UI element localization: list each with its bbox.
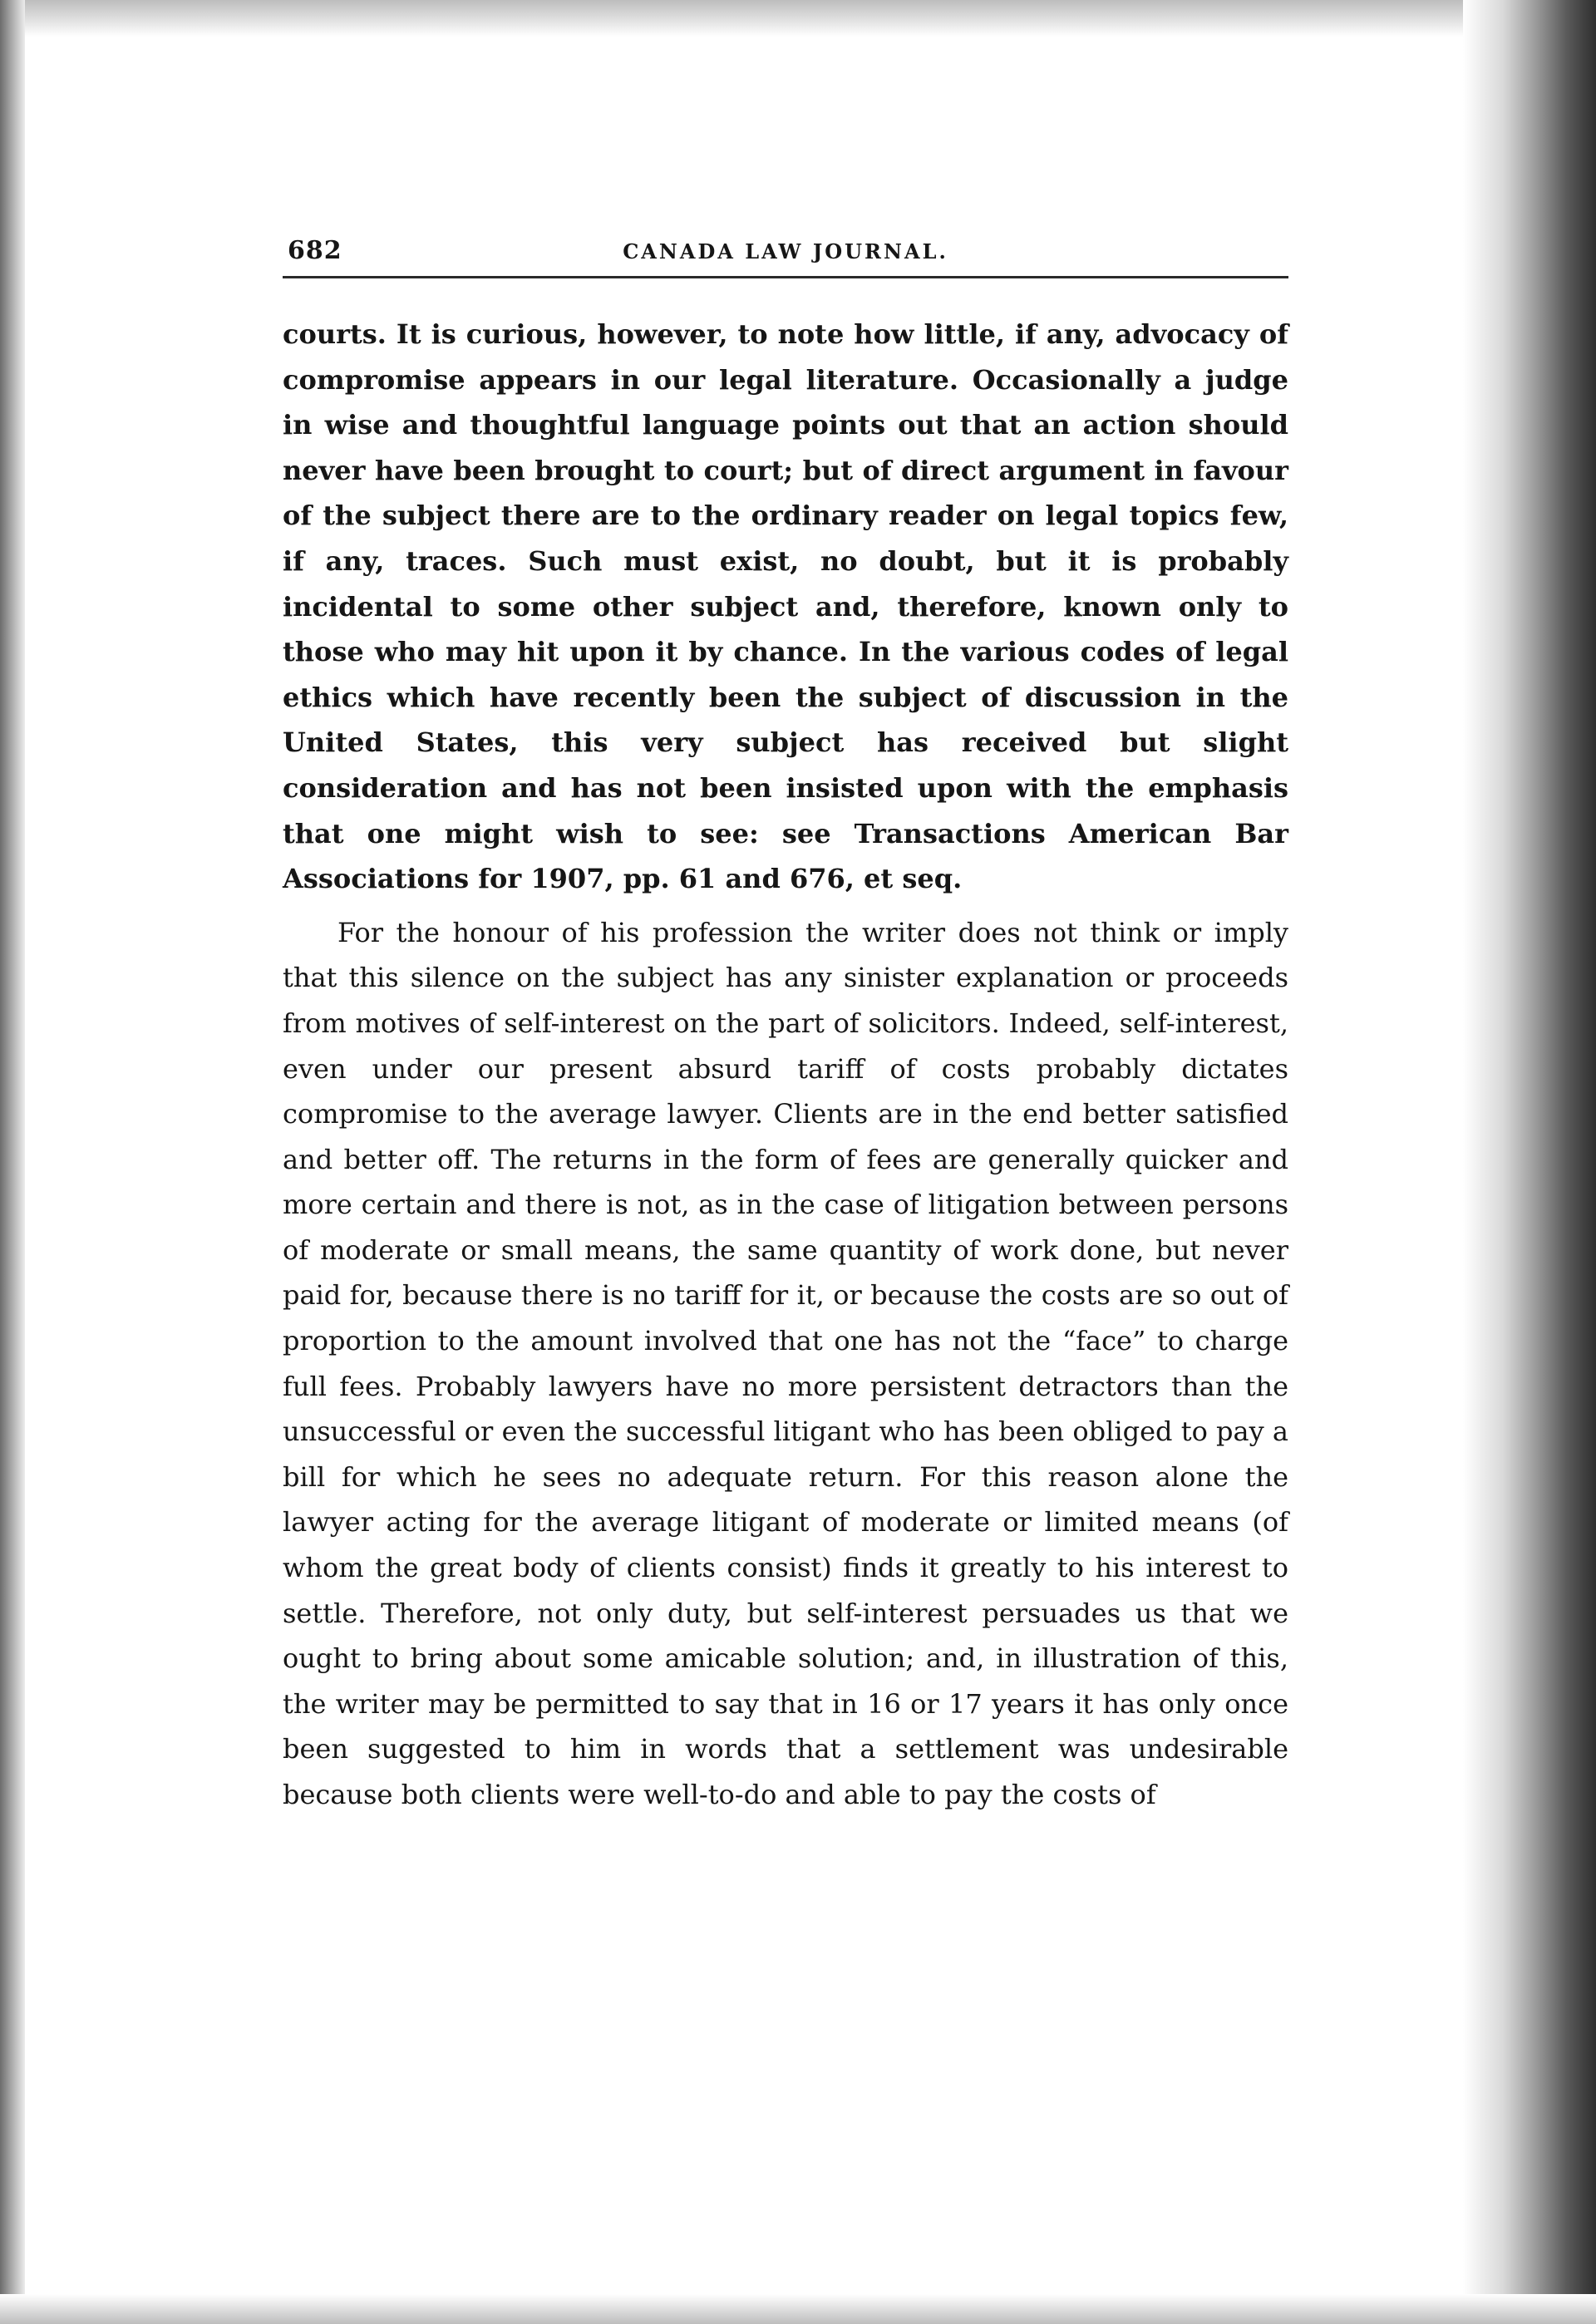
page-number: 682: [288, 236, 342, 265]
journal-title: CANADA LAW JOURNAL.: [623, 239, 948, 263]
scan-edge-left: [0, 0, 25, 2324]
body-text: [283, 312, 1288, 1818]
journal-page: [283, 224, 1288, 1818]
scan-edge-bottom: [0, 2294, 1596, 2324]
paragraph-1: courts. It is curious, however, to note how little, if any, advocacy of compromise appears in our legal literature. Occasionally a judge in wise and thoughtful language points out that an action should never have been brought to court; but of direct argument in favour of the subject there are to the ordinary reader on legal topics few, if any, traces. Such must exist, no doubt, but it is probably incidental to some other subject and, therefore, known only to those who may hit upon it by chance. In the various codes of legal ethics which have recently been the subject of discussion in the United States, this very subject has received but slight consideration and has not been insisted upon with the emphasis that one might wish to see: see Transactions American Bar Associations for 1907, pp. 61 and 676, et seq.: [283, 318, 1288, 895]
scan-edge-top: [0, 0, 1596, 37]
paragraph-2: For the honour of his profession the writer does not think or imply that this silence on the subject has any sinister explanation or proceeds from motives of self-interest on the part of solicitors. Indeed, self-interest, even under our present absurd tariff of costs probably dictates compromise to the average lawyer. Clients are in the end better satisfied and better off. The returns in the form of fees are generally quicker and more certain and there is not, as in the case of litigation between persons of moderate or small means, the same quantity of work done, but never paid for, because there is no tariff for it, or because the costs are so out of proportion to the amount involved that one has not the “face” to charge full fees. Probably lawyers have no more persistent detractors than the unsuccessful or even the successful litigant who has been obliged to pay a bill for which he sees no adequate return. For this reason alone the lawyer acting for the average litigant of moderate or limited means (of whom the great body of clients consist) finds it greatly to his interest to settle. Therefore, not only duty, but self-interest persuades us that we ought to bring about some amicable solution; and, in illustration of this, the writer may be permitted to say that in 16 or 17 years it has only once been suggested to him in words that a settlement was undesirable because both clients were well-to-do and able to pay the costs of: [283, 916, 1288, 1810]
running-head: [283, 224, 1288, 274]
scan-edge-right: [1463, 0, 1596, 2324]
header-rule: [283, 276, 1288, 278]
